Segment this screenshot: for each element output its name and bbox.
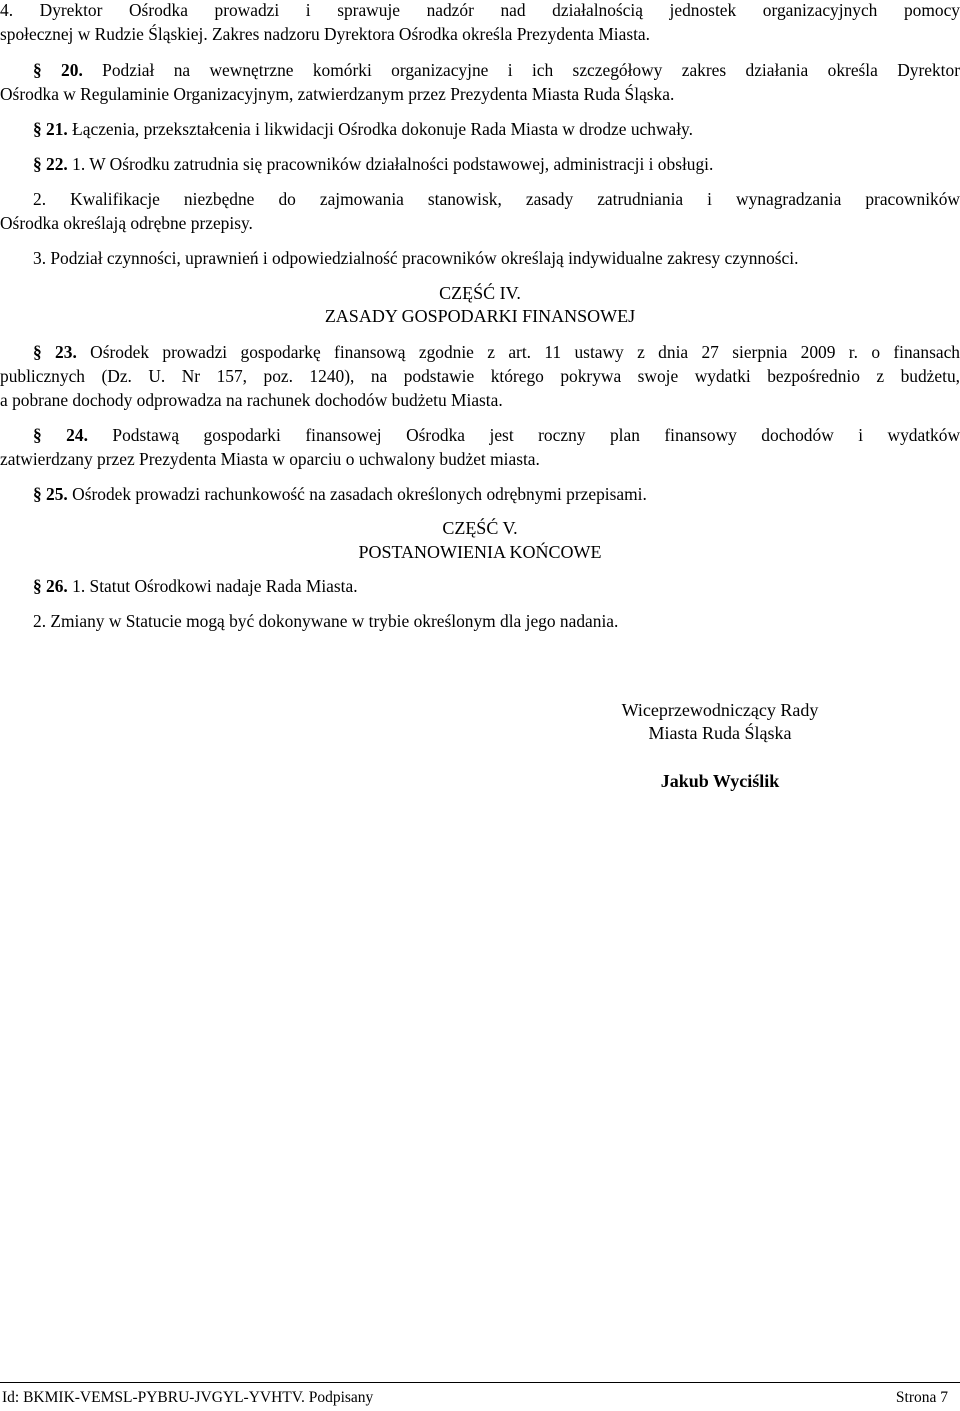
part-4-subtitle: ZASADY GOSPODARKI FINANSOWEJ — [324, 306, 636, 326]
section-21-number: § 21. — [33, 119, 68, 139]
signature-role-line-2: Miasta Ruda Śląska — [648, 723, 792, 743]
section-23-line-3: a pobrane dochody odprowadza na rachunek dochodów budżetu Miasta. — [0, 390, 503, 410]
section-23-line-2: publicznych (Dz. U. Nr 157, poz. 1240), na podstawie którego pokrywa swoje wydatki bezpośrednio z budżetu, — [0, 366, 960, 386]
section-23-number: § 23. — [33, 342, 77, 362]
section-26-point-2: 2. Zmiany w Statucie mogą być dokonywane w trybie określonym dla jego nadania. — [33, 611, 619, 631]
signature-role-line-1: Wiceprzewodniczący Rady — [621, 700, 819, 720]
section-22-number: § 22. — [33, 154, 68, 174]
section-20-number: § 20. — [33, 60, 83, 80]
section-20-line-2: Ośrodka w Regulaminie Organizacyjnym, zatwierdzanym przez Prezydenta Miasta Ruda Śląska. — [0, 84, 675, 104]
part-5-title: CZĘŚĆ V. — [442, 518, 518, 538]
signature-name: Jakub Wyciślik — [660, 771, 780, 791]
footer-divider — [0, 1382, 960, 1383]
part-4-title: CZĘŚĆ IV. — [439, 283, 521, 303]
section-26-number: § 26. — [33, 576, 68, 596]
section-22-point-2-line-2: Ośrodka określają odrębne przepisy. — [0, 213, 253, 233]
section-24-number: § 24. — [33, 425, 88, 445]
footer-page-number: Strona 7 — [895, 1389, 948, 1406]
paragraph-4-line-1: 4. Dyrektor Ośrodka prowadzi i sprawuje nadzór nad działalnością jednostek organizacyjnych pomocy — [0, 0, 960, 20]
section-20-line-1: § 20. Podział na wewnętrzne komórki organizacyjne i ich szczegółowy zakres działania określa Dyrektor — [33, 60, 960, 80]
section-22-point-3: 3. Podział czynności, uprawnień i odpowiedzialność pracowników określają indywidualne zakresy czynności. — [33, 248, 799, 268]
section-25-number: § 25. — [33, 484, 68, 504]
section-23-line-1: § 23. Ośrodek prowadzi gospodarkę finansową zgodnie z art. 11 ustawy z dnia 27 sierpnia 2009 r. o finansach — [33, 342, 960, 362]
section-21: § 21. Łączenia, przekształcenia i likwidacji Ośrodka dokonuje Rada Miasta w drodze uchwały. — [33, 119, 693, 139]
section-22-point-2-line-1: 2. Kwalifikacje niezbędne do zajmowania stanowisk, zasady zatrudniania i wynagradzania pracowników — [33, 189, 960, 209]
part-5-subtitle: POSTANOWIENIA KOŃCOWE — [358, 542, 602, 562]
section-26-point-1: § 26. 1. Statut Ośrodkowi nadaje Rada Miasta. — [33, 576, 358, 596]
section-25: § 25. Ośrodek prowadzi rachunkowość na zasadach określonych odrębnymi przepisami. — [33, 484, 647, 504]
section-24-line-2: zatwierdzany przez Prezydenta Miasta w oparciu o uchwalony budżet miasta. — [0, 449, 540, 469]
footer-document-id: Id: BKMIK-VEMSL-PYBRU-JVGYL-YVHTV. Podpisany — [2, 1389, 374, 1406]
section-22-point-1: § 22. 1. W Ośrodku zatrudnia się pracowników działalności podstawowej, administracji i obsługi. — [33, 154, 714, 174]
paragraph-4-line-2: społecznej w Rudzie Śląskiej. Zakres nadzoru Dyrektora Ośrodka określa Prezydenta Miasta. — [0, 24, 651, 44]
section-24-line-1: § 24. Podstawą gospodarki finansowej Ośrodka jest roczny plan finansowy dochodów i wydatków — [33, 425, 960, 445]
